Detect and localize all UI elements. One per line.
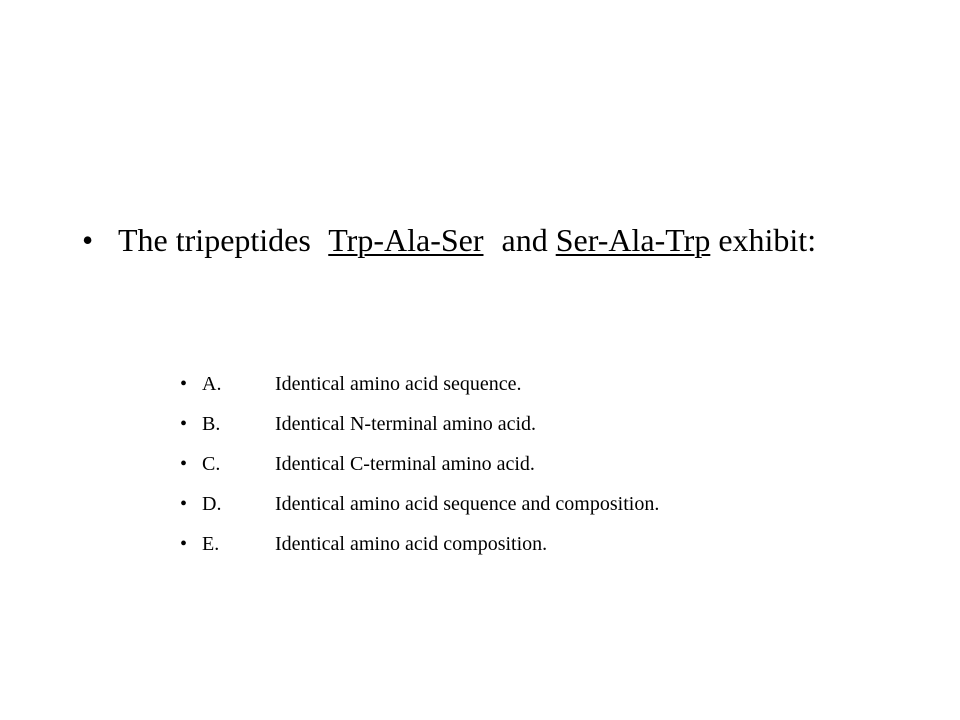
question-bullet: • xyxy=(82,222,94,258)
option-bullet: • xyxy=(180,453,188,475)
option-text: Identical amino acid sequence and composition. xyxy=(275,493,660,515)
option-letter: A. xyxy=(202,373,222,395)
question-text xyxy=(118,218,842,262)
option-letter: C. xyxy=(202,453,221,475)
option-text: Identical amino acid composition. xyxy=(275,533,548,555)
option-letter: B. xyxy=(202,413,221,435)
option-bullet: • xyxy=(180,493,188,515)
peptide-2: Ser-Ala-Trp xyxy=(555,222,711,258)
question-suffix: exhibit: xyxy=(718,222,817,258)
answer-options-list xyxy=(180,364,880,564)
option-text: Identical C-terminal amino acid. xyxy=(275,453,535,475)
answer-option-d xyxy=(180,484,880,524)
question-text-block xyxy=(82,218,842,262)
option-text: Identical amino acid sequence. xyxy=(275,373,522,395)
option-bullet: • xyxy=(180,533,188,555)
answer-option-e xyxy=(180,524,880,564)
option-bullet: • xyxy=(180,373,188,395)
option-text: Identical N-terminal amino acid. xyxy=(275,413,537,435)
peptide-1: Trp-Ala-Ser xyxy=(328,222,484,258)
option-bullet: • xyxy=(180,413,188,435)
question-prefix: The tripeptides xyxy=(118,222,311,258)
question-middle: and xyxy=(501,222,548,258)
option-letter: D. xyxy=(202,493,222,515)
answer-option-b xyxy=(180,404,880,444)
option-letter: E. xyxy=(202,533,220,555)
answer-option-a xyxy=(180,364,880,404)
answer-option-c xyxy=(180,444,880,484)
